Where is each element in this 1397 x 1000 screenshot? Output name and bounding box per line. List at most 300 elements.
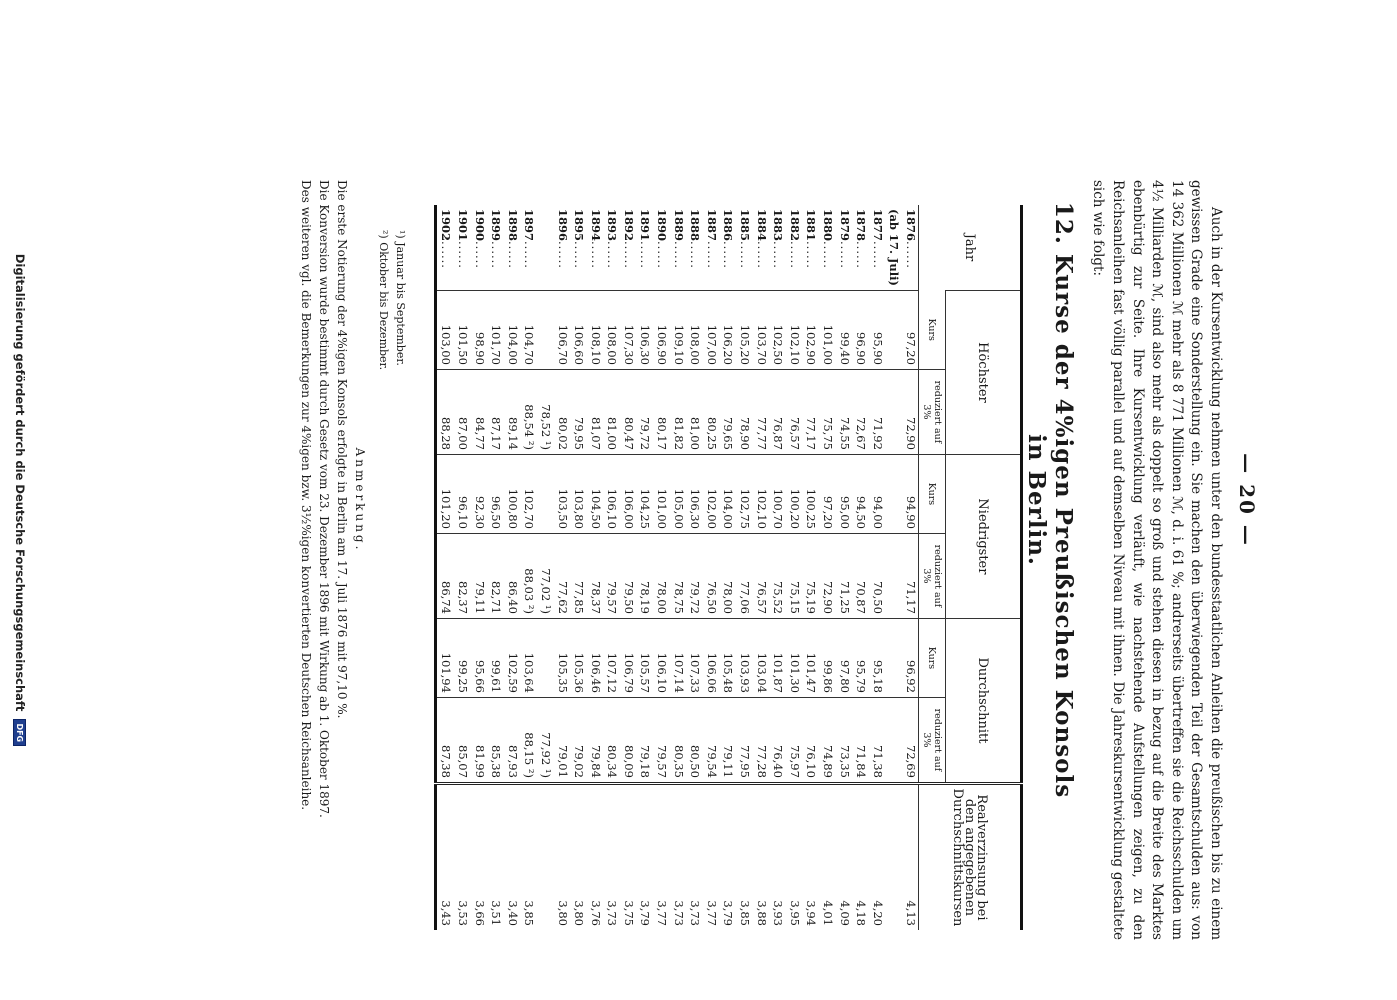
cell-hr: 77,17 <box>802 369 819 454</box>
cell-dk: 106,06 <box>702 618 719 697</box>
table-row <box>868 205 885 930</box>
table-row <box>503 205 520 930</box>
table-row <box>669 205 686 930</box>
credit-text: Digitalisierung gefördert durch die Deutsche Forschungsgemeinschaft <box>13 253 27 712</box>
cell-dk: 107,12 <box>603 618 620 697</box>
cell-hk: 108,00 <box>686 290 703 369</box>
cell-hk: 106,70 <box>553 290 570 369</box>
cell-nr: 70,50 <box>868 533 885 618</box>
cell-nk: 96,50 <box>487 454 504 533</box>
cell-dr: 81,99 <box>470 697 487 783</box>
cell-dr: 72,69 <box>901 697 918 783</box>
cell-hk: 102,50 <box>769 290 786 369</box>
cell-nk: 104,25 <box>636 454 653 533</box>
cell-year <box>470 205 487 290</box>
cell-dk: 103,93 <box>735 618 752 697</box>
leader-dots: ...... <box>854 241 869 269</box>
cell-nr: 72,90 <box>818 533 835 618</box>
cell-nr: 71,17 <box>901 533 918 618</box>
cell-nk: 103,50 <box>553 454 570 533</box>
cell-nk: 100,25 <box>802 454 819 533</box>
cell-year <box>752 205 769 290</box>
cell-dk: 97,80 <box>835 618 852 697</box>
cell-hk: 98,90 <box>470 290 487 369</box>
cell-nk <box>885 454 902 533</box>
leader-dots: ...... <box>455 241 470 269</box>
cell-hr: 76,57 <box>785 369 802 454</box>
year-label: 1889 <box>671 209 686 242</box>
cell-nr: 79,72 <box>686 533 703 618</box>
cell-nr: 78,75 <box>669 533 686 618</box>
cell-hk: 107,00 <box>702 290 719 369</box>
table-row <box>702 205 719 930</box>
footnote-1: ¹) Januar bis September. <box>394 230 407 366</box>
table-row <box>520 205 537 930</box>
year-label: 1887 <box>704 209 719 242</box>
year-label: 1892 <box>621 209 636 242</box>
cell-hr: 77,77 <box>752 369 769 454</box>
cell-dr: 76,40 <box>769 697 786 783</box>
cell-rv: 3,53 <box>453 783 470 930</box>
cell-hk: 108,10 <box>586 290 603 369</box>
cell-dr: 77,95 <box>735 697 752 783</box>
cell-dk: 99,25 <box>453 618 470 697</box>
table-row <box>586 205 603 930</box>
cell-dr: 79,01 <box>553 697 570 783</box>
cell-nr: 82,71 <box>487 533 504 618</box>
cell-rv: 3,76 <box>586 783 603 930</box>
cell-rv: 4,01 <box>818 783 835 930</box>
header-reduziert: reduziert auf 3% <box>919 533 946 618</box>
cell-rv: 3,79 <box>719 783 736 930</box>
cell-year <box>802 205 819 290</box>
leader-dots: ...... <box>555 241 570 269</box>
year-label: 1899 <box>489 209 504 242</box>
intro-text: Auch in der Kursentwicklung nehmen unter den bundesstaatlichen Anleihen die preußischen bis zu einem gewissen Grade eine Sonderstellung ein. Sie machen den überwiegenden Teil der Gesamtschulden aus: von 14 362 Millionen ℳ mehr als 8 771 Millionen ℳ, d. i. 61 %; andrerseits übertreffen sie die Reichsschulden um 4½ Milliarden ℳ, sind also mehr als doppelt so groß und stehen diesen in bezug auf die Breite des Marktes ebenbürtig zur Seite. Ihre Kursentwicklung verläuft, wie nachstehende Aufstellungen zeigen, zu den Reichsanleihen fast völlig parallel und auf demselben Niveau mit ihnen. Die Jahreskursentwicklung gestaltete sich wie folgt: <box>1090 180 1224 940</box>
cell-year <box>901 205 918 290</box>
cell-hr: 79,65 <box>719 369 736 454</box>
cell-dk: 101,47 <box>802 618 819 697</box>
cell-year <box>453 205 470 290</box>
cell-nr: 77,62 <box>553 533 570 618</box>
cell-dr <box>885 697 902 783</box>
leader-dots: ...... <box>738 241 753 269</box>
cell-hr: 78,52 ¹) <box>536 369 553 454</box>
digitization-credit <box>13 0 27 1000</box>
cell-rv: 3,93 <box>769 783 786 930</box>
cell-hk <box>885 290 902 369</box>
cell-hr: 71,92 <box>868 369 885 454</box>
cell-dk: 105,35 <box>553 618 570 697</box>
cell-hk: 101,50 <box>453 290 470 369</box>
year-label: 1901 <box>455 209 470 242</box>
cell-hr: 81,82 <box>669 369 686 454</box>
cell-hk: 108,00 <box>603 290 620 369</box>
cell-dk: 99,86 <box>818 618 835 697</box>
cell-nk: 94,00 <box>868 454 885 533</box>
cell-year <box>536 205 553 290</box>
cell-dk: 106,46 <box>586 618 603 697</box>
cell-hk: 99,40 <box>835 290 852 369</box>
cell-nk: 100,80 <box>503 454 520 533</box>
cell-hr: 88,28 <box>435 369 453 454</box>
header-reduziert: reduziert auf 3% <box>919 369 946 454</box>
cell-nk: 104,00 <box>719 454 736 533</box>
cell-hk: 106,30 <box>636 290 653 369</box>
cell-nr: 86,40 <box>503 533 520 618</box>
cell-rv: 3,77 <box>653 783 670 930</box>
leader-dots: ...... <box>787 241 802 269</box>
header-jahr: Jahr <box>962 233 977 262</box>
cell-dk: 99,61 <box>487 618 504 697</box>
cell-dr: 74,89 <box>818 697 835 783</box>
dfg-logo: DFG <box>13 719 26 746</box>
cell-nk: 105,00 <box>669 454 686 533</box>
cell-dk: 106,10 <box>653 618 670 697</box>
year-label: 1891 <box>638 209 653 242</box>
leader-dots: ...... <box>821 241 836 269</box>
cell-nr: 88,03 ²) <box>520 533 537 618</box>
table-row <box>536 205 553 930</box>
cell-year <box>769 205 786 290</box>
table-row <box>752 205 769 930</box>
header-hoechster: Höchster <box>946 290 1022 454</box>
table-row <box>470 205 487 930</box>
header-kurs: Kurs <box>919 290 946 369</box>
year-label: 1876 <box>904 209 918 242</box>
cell-nk: 95,00 <box>835 454 852 533</box>
leader-dots: ...... <box>572 241 587 269</box>
cell-hk: 106,20 <box>719 290 736 369</box>
header-reduziert: reduziert auf 3% <box>919 697 946 783</box>
cell-year <box>586 205 603 290</box>
cell-hk: 109,10 <box>669 290 686 369</box>
cell-nr: 78,00 <box>653 533 670 618</box>
year-label: 1877 <box>870 209 885 242</box>
cell-dr: 79,57 <box>653 697 670 783</box>
year-label: 1881 <box>804 209 819 242</box>
cell-hk: 96,90 <box>852 290 869 369</box>
year-label: 1894 <box>588 209 603 242</box>
year-label: 1878 <box>854 209 869 242</box>
year-label: 1885 <box>738 209 753 242</box>
year-label: 1886 <box>721 209 736 242</box>
cell-hr: 72,90 <box>901 369 918 454</box>
table-title: 12. Kurse der 4%igen Preußischen Konsols in Berlin. <box>1023 201 1077 799</box>
cell-rv: 4,09 <box>835 783 852 930</box>
cell-rv: 3,75 <box>619 783 636 930</box>
cell-year <box>487 205 504 290</box>
cell-nk <box>536 454 553 533</box>
cell-hr: 89,14 <box>503 369 520 454</box>
cell-hr: 80,02 <box>553 369 570 454</box>
table-row <box>719 205 736 930</box>
table-row <box>553 205 570 930</box>
cell-year <box>735 205 752 290</box>
cell-rv: 4,13 <box>901 783 918 930</box>
cell-rv: 3,77 <box>702 783 719 930</box>
cell-hk: 95,90 <box>868 290 885 369</box>
leader-dots: ...... <box>754 241 769 269</box>
table-row <box>619 205 636 930</box>
year-label: 1888 <box>688 209 703 242</box>
leader-dots: ...... <box>489 241 504 269</box>
page-number: — 20 — <box>1235 453 1259 547</box>
cell-nr: 77,02 ¹) <box>536 533 553 618</box>
anmerkung-title: Anmerkung. <box>353 447 367 553</box>
table-row <box>785 205 802 930</box>
cell-rv: 3,88 <box>752 783 769 930</box>
cell-dk: 101,87 <box>769 618 786 697</box>
leader-dots: ...... <box>721 241 736 269</box>
cell-nk: 97,20 <box>818 454 835 533</box>
cell-nr: 75,19 <box>802 533 819 618</box>
cell-hr: 79,72 <box>636 369 653 454</box>
cell-hk: 103,70 <box>752 290 769 369</box>
cell-dr: 77,28 <box>752 697 769 783</box>
cell-year <box>520 205 537 290</box>
table-row <box>570 205 587 930</box>
cell-hk: 101,00 <box>818 290 835 369</box>
year-label: 1900 <box>472 209 487 242</box>
cell-rv: 3,80 <box>553 783 570 930</box>
cell-year <box>503 205 520 290</box>
cell-nk: 101,00 <box>653 454 670 533</box>
cell-rv: 4,18 <box>852 783 869 930</box>
table-row <box>901 205 918 930</box>
leader-dots: ...... <box>472 241 487 269</box>
cell-year <box>619 205 636 290</box>
consols-table <box>434 205 1023 930</box>
cell-nr: 79,50 <box>619 533 636 618</box>
cell-rv: 3,80 <box>570 783 587 930</box>
cell-dk: 95,66 <box>470 618 487 697</box>
cell-hr: 88,54 ²) <box>520 369 537 454</box>
cell-dk: 105,36 <box>570 618 587 697</box>
cell-dr: 71,84 <box>852 697 869 783</box>
cell-rv: 3,40 <box>503 783 520 930</box>
leader-dots: ...... <box>588 241 603 269</box>
cell-hr: 72,67 <box>852 369 869 454</box>
cell-dr: 80,09 <box>619 697 636 783</box>
cell-dk: 103,04 <box>752 618 769 697</box>
table-row <box>686 205 703 930</box>
cell-nk: 101,20 <box>435 454 453 533</box>
cell-hr: 78,90 <box>735 369 752 454</box>
year-label: 1884 <box>754 209 769 242</box>
cell-nr: 71,25 <box>835 533 852 618</box>
table-body <box>435 205 918 930</box>
table-row <box>735 205 752 930</box>
leader-dots: ...... <box>621 241 636 269</box>
cell-nr: 86,74 <box>435 533 453 618</box>
cell-dk: 102,59 <box>503 618 520 697</box>
cell-year <box>570 205 587 290</box>
cell-rv: 3,85 <box>735 783 752 930</box>
cell-dr: 75,97 <box>785 697 802 783</box>
cell-hk: 107,30 <box>619 290 636 369</box>
cell-dr: 77,92 ¹) <box>536 697 553 783</box>
cell-rv: 3,73 <box>669 783 686 930</box>
cell-nr: 78,19 <box>636 533 653 618</box>
cell-nk: 94,50 <box>852 454 869 533</box>
cell-nk: 103,80 <box>570 454 587 533</box>
cell-nr: 75,15 <box>785 533 802 618</box>
table-row <box>835 205 852 930</box>
cell-dr: 76,10 <box>802 697 819 783</box>
cell-nk: 104,50 <box>586 454 603 533</box>
leader-dots: ...... <box>522 241 537 269</box>
cell-hr: 80,25 <box>702 369 719 454</box>
cell-dk: 101,30 <box>785 618 802 697</box>
cell-rv: 3,73 <box>686 783 703 930</box>
cell-dk: 95,18 <box>868 618 885 697</box>
cell-year <box>818 205 835 290</box>
cell-hk: 106,60 <box>570 290 587 369</box>
leader-dots: ...... <box>870 241 885 269</box>
table-row <box>603 205 620 930</box>
table-row <box>636 205 653 930</box>
cell-hr: 76,87 <box>769 369 786 454</box>
cell-hk: 105,20 <box>735 290 752 369</box>
table-row <box>453 205 470 930</box>
cell-nk: 106,10 <box>603 454 620 533</box>
cell-nr: 75,52 <box>769 533 786 618</box>
cell-hk: 103,00 <box>435 290 453 369</box>
cell-rv: 4,20 <box>868 783 885 930</box>
cell-year <box>702 205 719 290</box>
cell-hr <box>885 369 902 454</box>
cell-rv: 3,94 <box>802 783 819 930</box>
cell-rv: 3,95 <box>785 783 802 930</box>
cell-dr: 80,50 <box>686 697 703 783</box>
cell-dk: 101,94 <box>435 618 453 697</box>
cell-hr: 80,17 <box>653 369 670 454</box>
cell-hk: 106,90 <box>653 290 670 369</box>
table-row <box>885 205 902 930</box>
table-row <box>653 205 670 930</box>
year-label: 1896 <box>555 209 570 242</box>
year-label: 1897 <box>522 209 537 242</box>
cell-nk: 106,00 <box>619 454 636 533</box>
footnote-2: ²) Oktober bis Dezember. <box>377 230 390 371</box>
cell-year <box>835 205 852 290</box>
cell-nr: 79,57 <box>603 533 620 618</box>
year-label: (ab 17. Juli) <box>887 209 902 286</box>
cell-rv <box>536 783 553 930</box>
cell-hr: 75,75 <box>818 369 835 454</box>
table-row <box>435 205 453 930</box>
cell-hk: 102,90 <box>802 290 819 369</box>
cell-nk: 106,30 <box>686 454 703 533</box>
year-label: 1879 <box>837 209 852 242</box>
cell-hr: 81,00 <box>603 369 620 454</box>
cell-nk: 100,20 <box>785 454 802 533</box>
cell-nk: 102,00 <box>702 454 719 533</box>
cell-nk: 100,70 <box>769 454 786 533</box>
intro-paragraph <box>1088 180 1225 940</box>
cell-year <box>852 205 869 290</box>
cell-year <box>603 205 620 290</box>
cell-rv: 3,79 <box>636 783 653 930</box>
cell-hr: 74,55 <box>835 369 852 454</box>
cell-hk: 101,70 <box>487 290 504 369</box>
cell-dk: 96,92 <box>901 618 918 697</box>
leader-dots: ...... <box>605 241 620 269</box>
cell-hr: 87,00 <box>453 369 470 454</box>
cell-dr: 79,84 <box>586 697 603 783</box>
cell-dr: 80,34 <box>603 697 620 783</box>
cell-dk: 105,48 <box>719 618 736 697</box>
anmerkung-line: Die Konversion wurde bestimmt durch Gesetz vom 23. Dezember 1896 mit Wirkung ab 1. Oktober 1897. <box>317 180 331 818</box>
cell-dk: 107,14 <box>669 618 686 697</box>
cell-dr: 79,02 <box>570 697 587 783</box>
cell-hk: 104,70 <box>520 290 537 369</box>
cell-rv: 3,51 <box>487 783 504 930</box>
cell-dr: 85,38 <box>487 697 504 783</box>
cell-dk: 95,79 <box>852 618 869 697</box>
leader-dots: ...... <box>655 241 670 269</box>
cell-dr: 87,38 <box>435 697 453 783</box>
table-row <box>769 205 786 930</box>
leader-dots: ...... <box>638 241 653 269</box>
cell-nr: 79,11 <box>470 533 487 618</box>
cell-rv: 3,85 <box>520 783 537 930</box>
cell-dk <box>885 618 902 697</box>
leader-dots: ...... <box>804 241 819 269</box>
cell-year <box>885 205 902 290</box>
cell-nr: 78,37 <box>586 533 603 618</box>
year-label: 1902 <box>439 209 454 242</box>
cell-nr <box>885 533 902 618</box>
cell-nk: 94,90 <box>901 454 918 533</box>
cell-dk: 106,79 <box>619 618 636 697</box>
cell-hk: 104,00 <box>503 290 520 369</box>
table-row <box>487 205 504 930</box>
cell-dr: 71,38 <box>868 697 885 783</box>
leader-dots: ...... <box>505 241 520 269</box>
cell-hr: 87,17 <box>487 369 504 454</box>
cell-hr: 81,07 <box>586 369 603 454</box>
cell-dk <box>536 618 553 697</box>
year-label: 1898 <box>505 209 520 242</box>
cell-year <box>553 205 570 290</box>
cell-hr: 84,77 <box>470 369 487 454</box>
year-label: 1880 <box>821 209 836 242</box>
cell-year <box>636 205 653 290</box>
year-label: 1890 <box>655 209 670 242</box>
table-row <box>818 205 835 930</box>
cell-dk: 105,57 <box>636 618 653 697</box>
anmerkung-line: Die erste Notierung der 4%igen Konsols erfolgte in Berlin am 17. Juli 1876 mit 97,10 %. <box>335 180 349 719</box>
table-row <box>852 205 869 930</box>
cell-nr: 77,06 <box>735 533 752 618</box>
cell-year <box>785 205 802 290</box>
cell-rv: 3,66 <box>470 783 487 930</box>
year-label: 1882 <box>787 209 802 242</box>
leader-dots: ...... <box>771 241 786 269</box>
cell-dr: 79,11 <box>719 697 736 783</box>
cell-hr: 79,95 <box>570 369 587 454</box>
cell-dk: 103,64 <box>520 618 537 697</box>
cell-dr: 80,35 <box>669 697 686 783</box>
cell-rv <box>885 783 902 930</box>
leader-dots: ...... <box>671 241 686 269</box>
cell-nk: 102,75 <box>735 454 752 533</box>
cell-nr: 77,85 <box>570 533 587 618</box>
header-realverzinsung: Realverzinsung bei den angegebenen Durchschnittskursen <box>919 783 1022 930</box>
table-row <box>802 205 819 930</box>
